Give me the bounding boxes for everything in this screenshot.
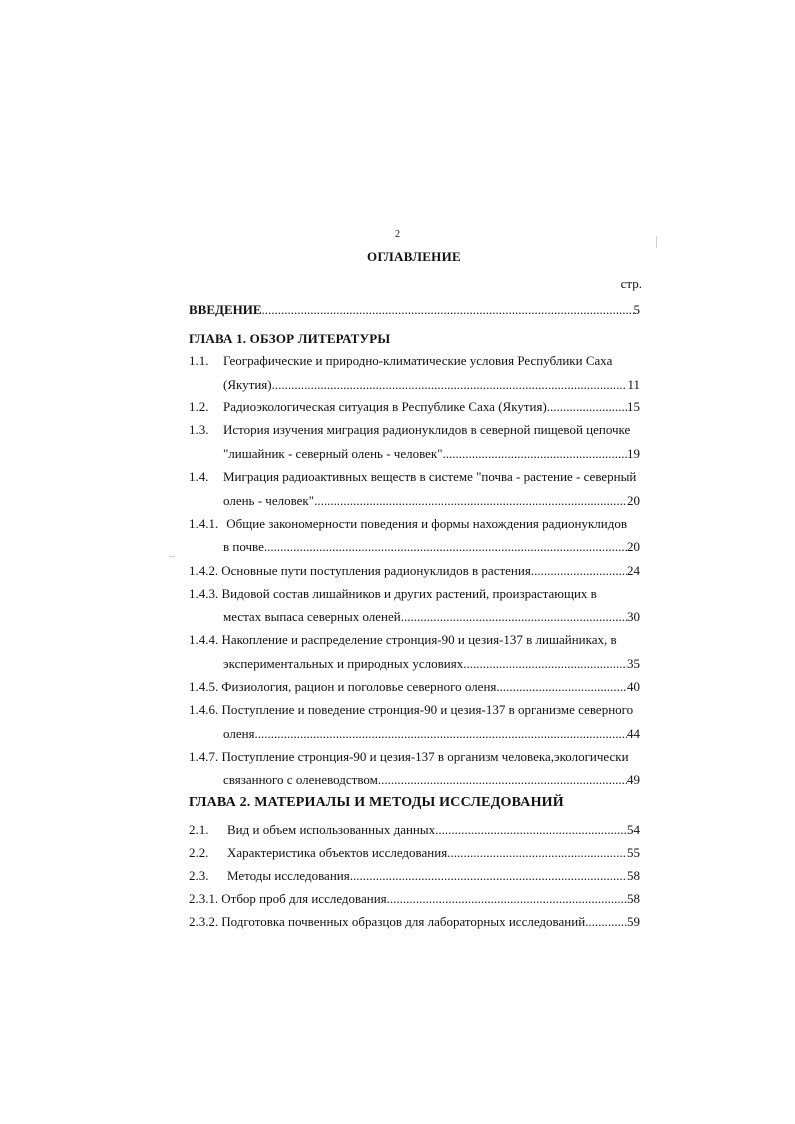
toc-entry-text: Физиология, рацион и поголовье северного оленя [221, 679, 497, 694]
toc-entry-text-cont: оленя [223, 726, 255, 741]
toc-page-number: 59 [627, 914, 640, 929]
leader-dots [531, 563, 627, 579]
toc-entry-number: 1.4.5. [189, 679, 219, 694]
toc-entry-text: Поступление и поведение стронция-90 и цезия-137 в организме северного [221, 702, 634, 717]
leader-dots [272, 377, 628, 393]
leader-dots [387, 891, 627, 907]
toc-entry-text: Отбор проб для исследования [221, 891, 387, 906]
leader-dots [585, 914, 627, 930]
toc-entry-text: Подготовка почвенных образцов для лабораторных исследований [221, 914, 586, 929]
leader-dots [378, 772, 627, 788]
page-number: 2 [395, 229, 400, 240]
leader-dots [435, 822, 627, 838]
toc-entry-number: 1.4.4. [189, 632, 219, 647]
toc-page-number: 58 [627, 868, 640, 883]
toc-entry-number: 2.1. [189, 822, 209, 837]
toc-entry-text: Характеристика объектов исследования [227, 845, 448, 860]
toc-entry-number: 1.4. [189, 469, 209, 484]
toc-title: ОГЛАВЛЕНИЕ [367, 249, 461, 264]
toc-entry-text-cont: "лишайник - северный олень - человек" [223, 446, 443, 461]
toc-entry-text: Миграция радиоактивных веществ в системе "почва - растение - северный [223, 469, 637, 484]
toc-page-number: 5 [633, 302, 640, 317]
toc-page-number: 20 [627, 493, 640, 508]
toc-entry-text: Видовой состав лишайников и других растений, произрастающих в [221, 586, 597, 601]
toc-page-number: 55 [627, 845, 640, 860]
toc-entry-text: Вид и объем использованных данных [227, 822, 436, 837]
toc-page-number: 58 [627, 891, 640, 906]
toc-entry-number: 1.4.7. [189, 749, 219, 764]
toc-page-number: 24 [627, 563, 640, 578]
toc-page-number: 19 [627, 446, 640, 461]
toc-entry-text: Радиоэкологическая ситуация в Республике Саха (Якутия) [223, 399, 547, 414]
toc-entry-intro [189, 302, 640, 318]
toc-page-number: 20 [627, 539, 640, 554]
leader-dots [463, 656, 627, 672]
scan-artifact [656, 236, 657, 248]
toc-entry-text: ВВЕДЕНИЕ [189, 302, 262, 317]
toc-entry-number: 1.3. [189, 422, 209, 437]
toc-entry-number: 1.4.2. [189, 563, 219, 578]
toc-page-number: 40 [627, 679, 640, 694]
toc-entry-1-4-2 [189, 563, 640, 579]
toc-entry-text: Методы исследования [227, 868, 350, 883]
toc-page-number: 15 [627, 399, 640, 414]
toc-page-number: 54 [627, 822, 640, 837]
toc-page-number: 49 [627, 772, 640, 787]
leader-dots [496, 679, 627, 695]
page-column-header: стр. [620, 276, 642, 291]
toc-entry-number: 2.3.2. [189, 914, 219, 929]
toc-entry-number: 2.2. [189, 845, 209, 860]
leader-dots [350, 868, 627, 884]
leader-dots [255, 726, 627, 742]
toc-entry-text: Географические и природно-климатические условия Республики Саха [223, 353, 613, 368]
leader-dots [314, 493, 627, 509]
toc-entry-number: 1.1. [189, 353, 209, 368]
toc-entry-number: 1.2. [189, 399, 209, 414]
toc-page-number: 30 [627, 609, 640, 624]
toc-entry-text-cont: в почве [223, 539, 264, 554]
toc-entry-number: 1.4.1. [189, 516, 219, 531]
chapter-1-heading: ГЛАВА 1. ОБЗОР ЛИТЕРАТУРЫ [189, 331, 391, 346]
leader-dots [401, 609, 627, 625]
toc-entry-2-3-1 [189, 891, 640, 907]
toc-entry-text: Поступление стронция-90 и цезия-137 в организм человека,экологически [221, 749, 629, 764]
toc-entry-text: Накопление и распределение стронция-90 и цезия-137 в лишайниках, в [221, 632, 617, 647]
toc-page-number: 44 [627, 726, 640, 741]
leader-dots [447, 845, 627, 861]
leader-dots [443, 446, 627, 462]
leader-dots [547, 399, 627, 415]
toc-entry-number: 1.4.3. [189, 586, 219, 601]
toc-entry-number: 1.4.6. [189, 702, 219, 717]
toc-entry-text: Основные пути поступления радионуклидов в растения [221, 563, 531, 578]
toc-entry-1-4-5 [189, 679, 640, 695]
toc-entry-text-cont: (Якутия) [223, 377, 272, 392]
leader-dots [264, 539, 627, 555]
toc-entry-text-cont: олень - человек" [223, 493, 315, 508]
toc-entry-text: Общие закономерности поведения и формы нахождения радионуклидов [226, 516, 627, 531]
toc-entry-number: 2.3. [189, 868, 209, 883]
toc-entry-text-cont: экспериментальных и природных условиях [223, 656, 464, 671]
toc-entry-2-3-2 [189, 914, 640, 930]
toc-entry-number: 2.3.1. [189, 891, 219, 906]
toc-entry-text-cont: местах выпаса северных оленей [223, 609, 401, 624]
chapter-2-heading: ГЛАВА 2. МАТЕРИАЛЫ И МЕТОДЫ ИССЛЕДОВАНИЙ [189, 795, 564, 810]
toc-page-number: 11 [627, 377, 640, 392]
toc-page-number: 35 [627, 656, 640, 671]
toc-entry-text-cont: связанного с оленеводством [223, 772, 378, 787]
leader-dots [262, 302, 634, 318]
toc-entry-text: История изучения миграция радионуклидов в северной пищевой цепочке [223, 422, 631, 437]
scan-artifact [169, 556, 175, 557]
